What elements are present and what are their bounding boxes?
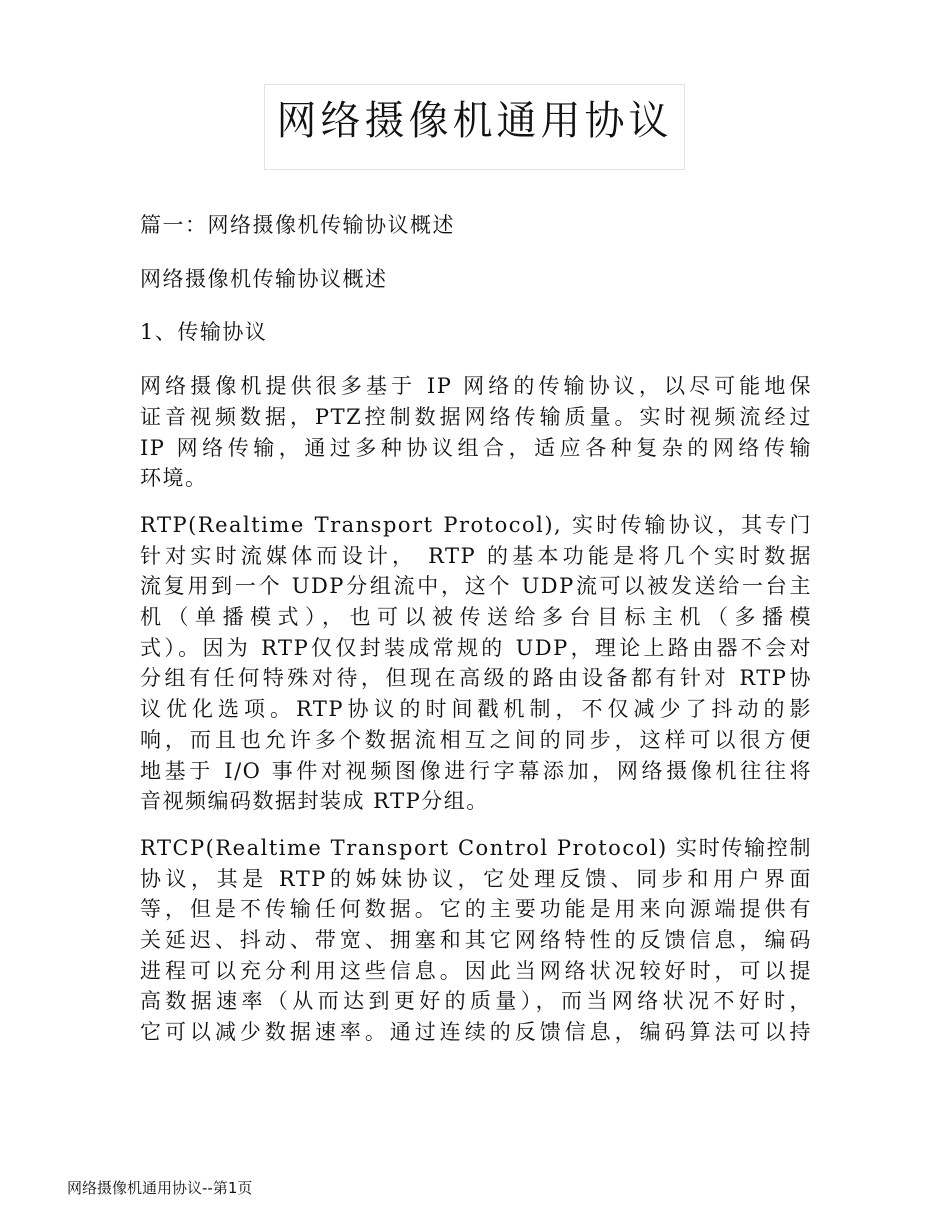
paragraph-line: 协议，其是 RTP的姊妹协议，它处理反馈、同步和用户界面	[140, 866, 812, 891]
paragraph-line: RTCP(Realtime Transport Control Protocol) 实时传输控制	[140, 835, 812, 860]
document-body	[140, 210, 812, 1048]
item-heading: 1、传输协议	[140, 320, 268, 345]
paragraph-line: 响，而且也允许多个数据流相互之间的同步，这样可以很方便	[140, 727, 812, 752]
paragraph-line: RTP(Realtime Transport Protocol), 实时传输协议，其专门	[140, 512, 812, 537]
page-footer: 网络摄像机通用协议--第1页	[67, 1179, 253, 1197]
paragraph-line: 证音视频数据，PTZ控制数据网络传输质量。实时视频流经过	[140, 404, 812, 429]
paragraph-2	[140, 510, 812, 817]
paragraph-line: 音视频编码数据封装成 RTP分组。	[140, 789, 489, 814]
paragraph-line: 进程可以充分利用这些信息。因此当网络状况较好时，可以提	[140, 958, 812, 983]
subtitle: 网络摄像机传输协议概述	[140, 266, 388, 291]
document-title: 网络摄像机通用协议	[276, 98, 673, 144]
title-box	[264, 84, 685, 170]
paragraph-line: 机（单播模式），也可以被传送给多台目标主机（多播模	[140, 605, 812, 630]
paragraph-line: 式）。因为 RTP仅仅封装成常规的 UDP，理论上路由器不会对	[140, 635, 812, 660]
paragraph-line: 等，但是不传输任何数据。它的主要功能是用来向源端提供有	[140, 897, 812, 922]
paragraph-line: 针对实时流媒体而设计， RTP 的基本功能是将几个实时数据	[140, 543, 812, 568]
paragraph-3	[140, 833, 812, 1048]
paragraph-line: 议优化选项。RTP协议的时间戳机制，不仅减少了抖动的影	[140, 697, 812, 722]
paragraph-line: 地基于 I/O 事件对视频图像进行字幕添加，网络摄像机往往将	[140, 758, 812, 783]
paragraph-line: 关延迟、抖动、带宽、拥塞和其它网络特性的反馈信息，编码	[140, 928, 812, 953]
paragraph-line: 环境。	[140, 466, 208, 491]
paragraph-line: 流复用到一个 UDP分组流中，这个 UDP流可以被发送给一台主	[140, 574, 812, 599]
paragraph-line: IP 网络传输，通过多种协议组合，适应各种复杂的网络传输	[140, 435, 812, 460]
section-heading: 篇一：网络摄像机传输协议概述	[140, 213, 455, 237]
paragraph-1	[140, 371, 812, 494]
paragraph-line: 网络摄像机提供很多基于 IP 网络的传输协议，以尽可能地保	[140, 374, 812, 399]
paragraph-line: 高数据速率（从而达到更好的质量），而当网络状况不好时，	[140, 989, 812, 1014]
paragraph-line: 分组有任何特殊对待，但现在高级的路由设备都有针对 RTP协	[140, 666, 812, 691]
paragraph-line: 它可以减少数据速率。通过连续的反馈信息，编码算法可以持	[140, 1020, 812, 1045]
